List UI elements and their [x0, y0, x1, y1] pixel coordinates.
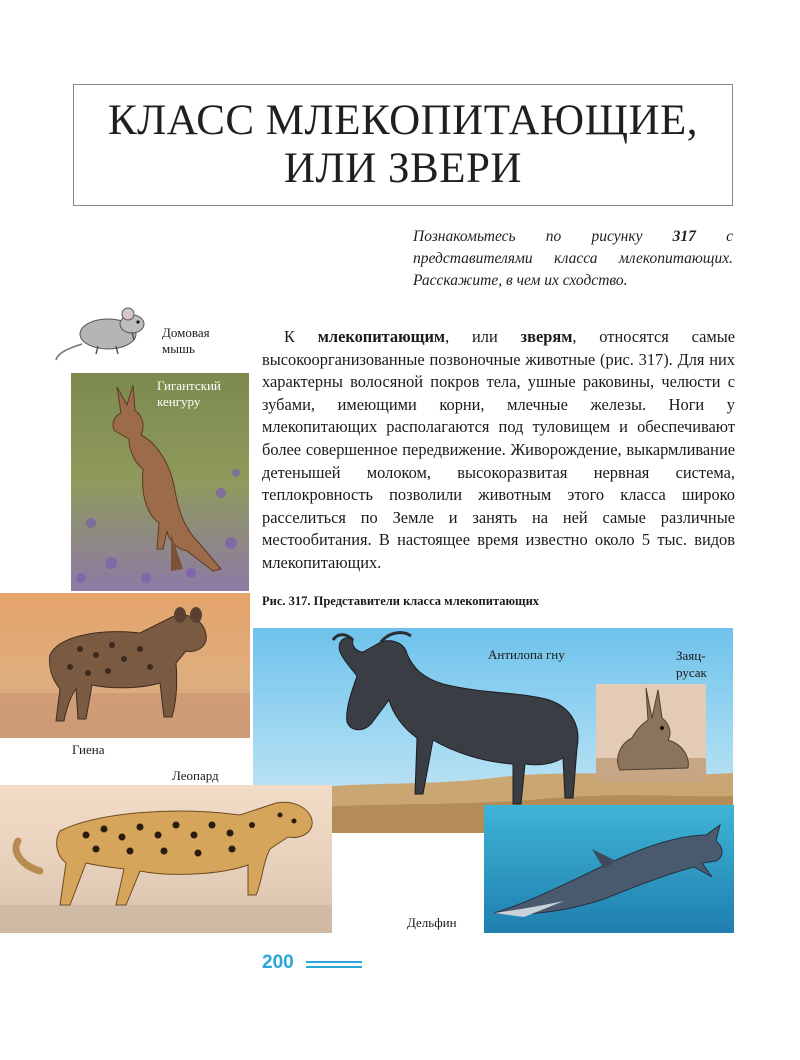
dolphin-photo: [484, 805, 734, 933]
body-paragraph: [262, 326, 735, 575]
term-beasts: зверям: [520, 327, 573, 346]
chapter-title-line-2: ИЛИ ЗВЕРИ: [284, 145, 522, 192]
label-hyena: Гиена: [72, 742, 105, 757]
intro-figure-ref: 317: [672, 228, 696, 245]
label-hare-line-1: Заяц-: [676, 648, 706, 663]
mouse-illustration: [52, 302, 148, 364]
intro-after: с представителями класса млекопитающих. Расскажите, в чем их сходство.: [413, 228, 734, 289]
page-number-rule-top: [306, 961, 362, 963]
figure-caption: Рис. 317. Представители класса млекопитающих: [262, 594, 540, 608]
body-rest: , относятся самые высокоорганизованные позвоночные животные (рис. 317). Для них характерны волосяной покров тела, ушные раковины, челюсти с зубами, имеющими корни, млечные железы. Ноги у млекопитающих располагаются под туловищем и обеспечивают более совершенное передвижение. Живорождение, выкармливание детенышей молоком, высокоразвитая нервная система, теплокровность позволили животным этого класса широко расселиться по Земле и занять на ней самые различные местообитания. В настоящее время известно около 5 тыс. видов млекопитающих.: [262, 327, 736, 572]
label-kangaroo-line-2: кенгуру: [157, 394, 201, 409]
hyena-photo: [0, 593, 250, 738]
intro-before: Познакомьтесь по рисунку: [413, 228, 673, 245]
leopard-photo: [0, 785, 332, 933]
intro-task: [413, 226, 733, 292]
term-mammals: млекопитающим: [317, 327, 446, 346]
label-mouse-line-2: мышь: [162, 341, 195, 356]
body-lead: К: [284, 327, 318, 346]
hare-photo: [596, 684, 706, 782]
page-number: 200: [262, 952, 294, 973]
page-number-rule-bottom: [306, 966, 362, 968]
label-dolphin: Дельфин: [407, 915, 457, 930]
chapter-title-line-1: КЛАСС МЛЕКОПИТАЮЩИЕ,: [107, 97, 699, 144]
label-mouse-line-1: Домовая: [162, 325, 210, 340]
label-leopard: Леопард: [172, 768, 219, 783]
label-wildebeest: Антилопа гну: [488, 647, 565, 662]
label-kangaroo-line-1: Гигантский: [157, 378, 221, 393]
chapter-title-box: [73, 84, 733, 206]
body-mid: , или: [445, 327, 521, 346]
label-hare-line-2: русак: [676, 665, 707, 680]
